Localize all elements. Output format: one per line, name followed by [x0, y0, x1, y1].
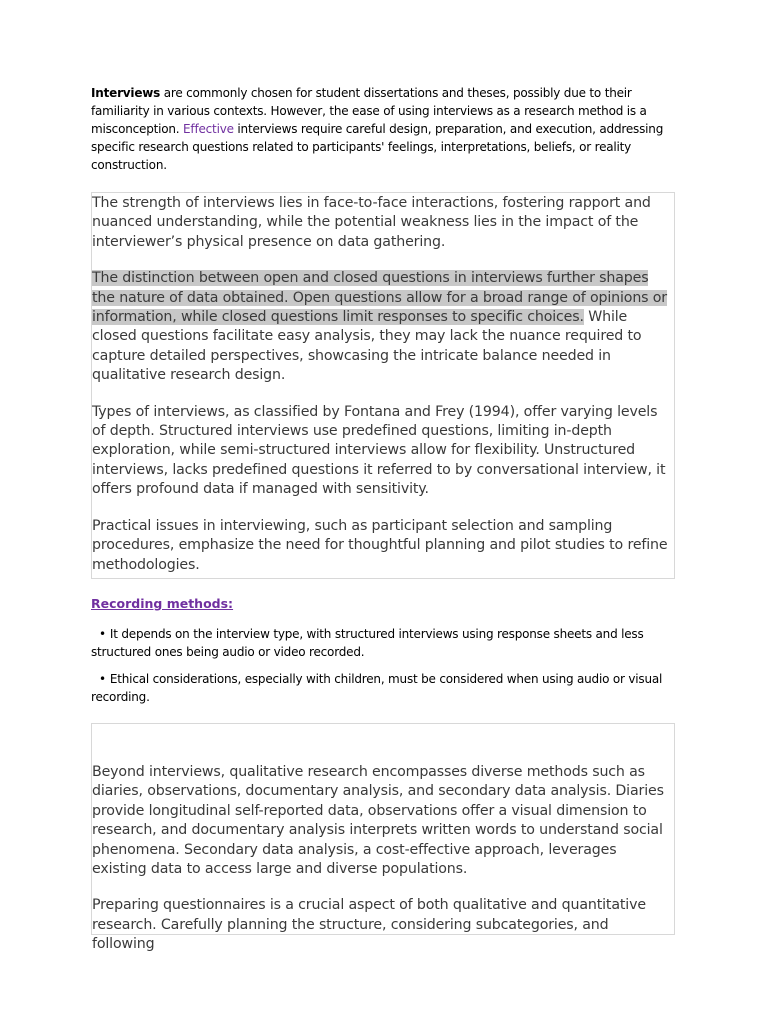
- list-item-text: It depends on the interview type, with structured interviews using response sheets and less structured ones being audio or video recorded.: [91, 627, 644, 659]
- panel-1-paragraph-practical: Practical issues in interviewing, such as participant selection and sampling procedures, emphasize the need for thoughtful planning and pilot studies to refine methodologies.: [92, 517, 668, 573]
- bullet-icon: •: [99, 627, 106, 641]
- recording-methods-list: [91, 625, 671, 715]
- list-item: [91, 670, 671, 706]
- panel-2-paragraph-questionnaires: Preparing questionnaires is a crucial aspect of both qualitative and quantitative research. Carefully planning the structure, considering subcategories, and following: [92, 897, 646, 953]
- panel-2-spacer: [92, 724, 674, 763]
- methods-text-panel: [91, 723, 675, 953]
- panel-1-paragraph-strength: The strength of interviews lies in face-to-face interactions, fostering rapport and nuanced understanding, while the potential weakness lies in the impact of the interviewer’s physical presence on data gathering.: [92, 195, 651, 250]
- intro-text-after-accent: interviews require careful design, preparation, and execution, addressing specific research questions related to participants' feelings, interpretations, beliefs, or reality construction.: [91, 122, 664, 172]
- list-item-text: Ethical considerations, especially with children, must be considered when using audio or visual recording.: [91, 672, 663, 704]
- panel-1-paragraph-types: Types of interviews, as classified by Fontana and Frey (1994), offer varying levels of depth. Structured interviews use predefined questions, limiting in-depth exploration, while semi-structured interviews allow for flexibility. Unstructured interviews, lacks predefined questions it referred to by conversational interview, it offers profound data if managed with sensitivity.: [92, 403, 666, 498]
- bullet-icon: •: [99, 672, 106, 686]
- intro-paragraph: [91, 84, 671, 174]
- interviews-text-panel: [91, 192, 675, 579]
- list-item: [91, 625, 671, 661]
- panel-2-paragraph-methods: Beyond interviews, qualitative research encompasses diverse methods such as diaries, observations, documentary analysis, and secondary data analysis. Diaries provide longitudinal self-reported data, observations offer a visual dimension to research, and documentary analysis interprets written words to understand social phenomena. Secondary data analysis, a cost-effective approach, leverages existing data to access large and diverse populations.: [92, 764, 664, 878]
- recording-methods-heading: Recording methods:: [91, 596, 234, 611]
- panel-1-paragraph-questions-rest: While closed questions facilitate easy analysis, they may lack the nuance required to capture detailed perspectives, showcasing the intricate balance needed in qualitative research design.: [92, 309, 642, 384]
- intro-lead-word: Interviews: [91, 86, 161, 100]
- highlighted-selection[interactable]: The distinction between open and closed questions in interviews further shapes the nature of data obtained. Open questions allow for a broad range of opinions or information, while closed questions limit responses to specific choices.: [92, 270, 667, 326]
- intro-text-before-accent: are commonly chosen for student dissertations and theses, possibly due to their familiarity in various contexts. However, the ease of using interviews as a research method is a misconception.: [91, 86, 647, 136]
- intro-accent-word: Effective: [183, 122, 234, 136]
- panel-1-paragraph-questions: [92, 269, 674, 385]
